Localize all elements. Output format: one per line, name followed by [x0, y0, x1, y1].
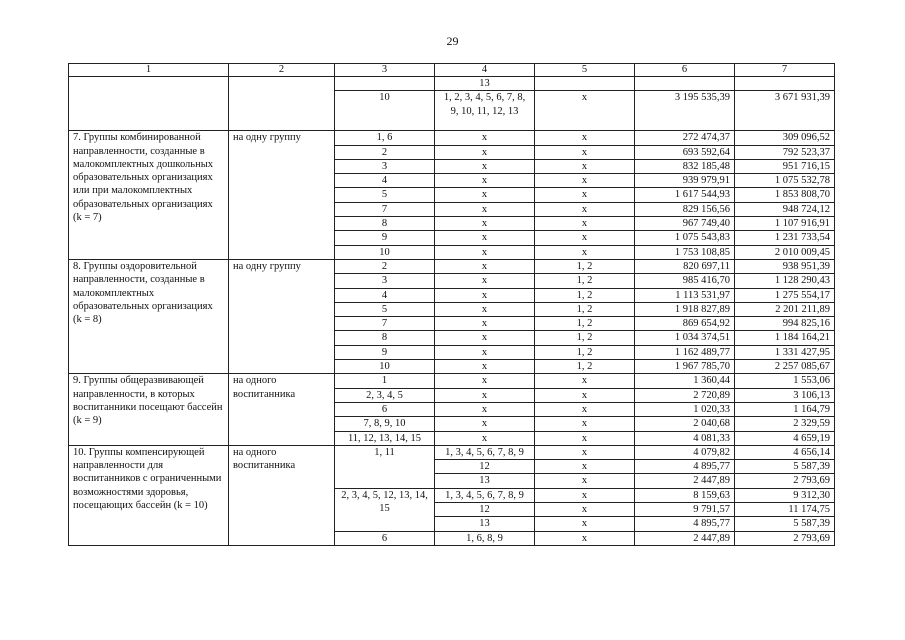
cell: x — [535, 517, 635, 531]
cell: 1, 2 — [535, 360, 635, 374]
cell: 2 329,59 — [735, 417, 835, 431]
cell: 832 185,48 — [635, 159, 735, 173]
cell: 11, 12, 13, 14, 15 — [335, 431, 435, 445]
cell: 5 587,39 — [735, 460, 835, 474]
tariff-table — [68, 63, 835, 546]
cell: x — [535, 231, 635, 245]
cell — [635, 77, 735, 91]
cell: x — [435, 188, 535, 202]
cell: 2, 3, 4, 5, 12, 13, 14, 15 — [335, 488, 435, 531]
cell: 2 257 085,67 — [735, 360, 835, 374]
cell: 951 716,15 — [735, 159, 835, 173]
cell: 792 523,37 — [735, 145, 835, 159]
cell: 2 447,89 — [635, 531, 735, 545]
cell: 1 107 916,91 — [735, 217, 835, 231]
cell: x — [435, 388, 535, 402]
group-name-cell: 10. Группы компенсирующей направленности для воспитанников с ограниченными возможностями здоровья, посещающих бассейн (k = 10) — [69, 445, 229, 545]
table-row — [69, 131, 835, 145]
cell: x — [435, 202, 535, 216]
cell: 8 — [335, 217, 435, 231]
cell: 1 331 427,95 — [735, 345, 835, 359]
cell: 2 040,68 — [635, 417, 735, 431]
cell — [735, 77, 835, 91]
cell: x — [435, 417, 535, 431]
cell: 9 — [335, 231, 435, 245]
cell: x — [435, 360, 535, 374]
cell: 10 — [335, 91, 435, 131]
cell: 1 231 733,54 — [735, 231, 835, 245]
cell: x — [435, 431, 535, 445]
cell: 1, 2 — [535, 331, 635, 345]
cell: 3 — [335, 274, 435, 288]
cell: 10 — [335, 360, 435, 374]
cell: x — [435, 402, 535, 416]
cell: 7 — [335, 202, 435, 216]
cell: 3 671 931,39 — [735, 91, 835, 131]
cell: x — [535, 431, 635, 445]
column-number: 3 — [335, 64, 435, 77]
cell: 9 791,57 — [635, 503, 735, 517]
cell: 1, 2, 3, 4, 5, 6, 7, 8, 9, 10, 11, 12, 13 — [435, 91, 535, 131]
cell: 8 159,63 — [635, 488, 735, 502]
cell: 5 — [335, 188, 435, 202]
group-name-cell: 9. Группы общеразвивающей направленности, в которых воспитанники посещают бассейн (k = 9) — [69, 374, 229, 445]
cell: 1 853 808,70 — [735, 188, 835, 202]
cell: 13 — [435, 77, 535, 91]
cell: x — [535, 188, 635, 202]
cell: 4 895,77 — [635, 517, 735, 531]
cell: 939 979,91 — [635, 174, 735, 188]
cell: 9 312,30 — [735, 488, 835, 502]
cell — [535, 77, 635, 91]
cell: 1 617 544,93 — [635, 188, 735, 202]
cell: 4 — [335, 174, 435, 188]
cell: 1 184 164,21 — [735, 331, 835, 345]
cell: x — [535, 488, 635, 502]
cell: x — [535, 159, 635, 173]
cell: x — [435, 159, 535, 173]
cell: 1, 3, 4, 5, 6, 7, 8, 9 — [435, 488, 535, 502]
cell: 1 075 543,83 — [635, 231, 735, 245]
cell: 1 967 785,70 — [635, 360, 735, 374]
cell: 2, 3, 4, 5 — [335, 388, 435, 402]
cell: 1 753 108,85 — [635, 245, 735, 259]
unit-cell — [229, 77, 335, 131]
group-name-cell: 7. Группы комбинированной направленности, созданные в малокомплектных дошкольных образовательных организациях или при малокомплектных образовательных организациях (k = 7) — [69, 131, 229, 260]
cell: 3 106,13 — [735, 388, 835, 402]
cell: 1, 6, 8, 9 — [435, 531, 535, 545]
cell: 1, 2 — [535, 345, 635, 359]
cell: 13 — [435, 517, 535, 531]
cell: 1 918 827,89 — [635, 302, 735, 316]
cell: 1, 2 — [535, 274, 635, 288]
cell: x — [535, 131, 635, 145]
page-number: 29 — [446, 34, 459, 48]
cell: 3 — [335, 159, 435, 173]
table-row — [69, 259, 835, 273]
cell: 938 951,39 — [735, 259, 835, 273]
cell: 12 — [435, 503, 535, 517]
cell: 309 096,52 — [735, 131, 835, 145]
cell: 2 793,69 — [735, 531, 835, 545]
cell: 1, 2 — [535, 288, 635, 302]
cell: 1 034 374,51 — [635, 331, 735, 345]
unit-cell: на одного воспитанника — [229, 374, 335, 445]
cell: 693 592,64 — [635, 145, 735, 159]
unit-cell: на одну группу — [229, 131, 335, 260]
cell: 1 360,44 — [635, 374, 735, 388]
cell: x — [535, 202, 635, 216]
cell: 1 113 531,97 — [635, 288, 735, 302]
cell: 1 162 489,77 — [635, 345, 735, 359]
cell: x — [435, 131, 535, 145]
column-number: 1 — [69, 64, 229, 77]
cell: 829 156,56 — [635, 202, 735, 216]
cell: 2 010 009,45 — [735, 245, 835, 259]
cell: 1 — [335, 374, 435, 388]
unit-cell: на одного воспитанника — [229, 445, 335, 545]
cell: 2 201 211,89 — [735, 302, 835, 316]
table-row — [69, 445, 835, 459]
cell: 1 128 290,43 — [735, 274, 835, 288]
cell: x — [435, 288, 535, 302]
table-row — [69, 374, 835, 388]
cell: 2 793,69 — [735, 474, 835, 488]
cell: 4 079,82 — [635, 445, 735, 459]
cell: x — [535, 145, 635, 159]
cell: 948 724,12 — [735, 202, 835, 216]
cell: 6 — [335, 402, 435, 416]
cell: 1, 6 — [335, 131, 435, 145]
cell: x — [435, 274, 535, 288]
cell: x — [435, 245, 535, 259]
cell: 11 174,75 — [735, 503, 835, 517]
cell: 985 416,70 — [635, 274, 735, 288]
cell: x — [435, 317, 535, 331]
cell: 2 — [335, 145, 435, 159]
column-number-row — [69, 64, 835, 77]
cell: 4 895,77 — [635, 460, 735, 474]
cell: 1 020,33 — [635, 402, 735, 416]
cell: x — [535, 531, 635, 545]
cell: 1 553,06 — [735, 374, 835, 388]
group-name-cell — [69, 77, 229, 131]
cell: 4 — [335, 288, 435, 302]
cell: x — [435, 302, 535, 316]
cell: 2 447,89 — [635, 474, 735, 488]
cell: 1 075 532,78 — [735, 174, 835, 188]
cell: x — [535, 91, 635, 131]
cell: 10 — [335, 245, 435, 259]
cell: x — [535, 374, 635, 388]
cell: 2 — [335, 259, 435, 273]
cell: 1, 11 — [335, 445, 435, 488]
column-number: 2 — [229, 64, 335, 77]
cell: 1 275 554,17 — [735, 288, 835, 302]
cell: x — [435, 231, 535, 245]
cell: x — [535, 245, 635, 259]
cell — [335, 77, 435, 91]
cell: 869 654,92 — [635, 317, 735, 331]
unit-cell: на одну группу — [229, 259, 335, 373]
cell: x — [535, 460, 635, 474]
cell: x — [435, 259, 535, 273]
cell: 1 164,79 — [735, 402, 835, 416]
cell: x — [435, 374, 535, 388]
column-number: 7 — [735, 64, 835, 77]
cell: 13 — [435, 474, 535, 488]
cell: 12 — [435, 460, 535, 474]
cell: 1, 2 — [535, 302, 635, 316]
cell: x — [435, 174, 535, 188]
cell: 820 697,11 — [635, 259, 735, 273]
cell: 967 749,40 — [635, 217, 735, 231]
cell: x — [435, 145, 535, 159]
cell: x — [535, 474, 635, 488]
cell: 4 081,33 — [635, 431, 735, 445]
cell: 994 825,16 — [735, 317, 835, 331]
cell: x — [435, 345, 535, 359]
cell: 5 — [335, 302, 435, 316]
cell: 6 — [335, 531, 435, 545]
column-number: 5 — [535, 64, 635, 77]
cell: x — [535, 174, 635, 188]
cell: 3 195 535,39 — [635, 91, 735, 131]
cell: 4 659,19 — [735, 431, 835, 445]
cell: x — [535, 217, 635, 231]
cell: x — [435, 217, 535, 231]
cell: x — [535, 388, 635, 402]
column-number: 6 — [635, 64, 735, 77]
cell: 4 656,14 — [735, 445, 835, 459]
table-row — [69, 77, 835, 91]
cell: 1, 3, 4, 5, 6, 7, 8, 9 — [435, 445, 535, 459]
cell: 2 720,89 — [635, 388, 735, 402]
cell: 9 — [335, 345, 435, 359]
cell: 5 587,39 — [735, 517, 835, 531]
cell: x — [535, 445, 635, 459]
cell: 272 474,37 — [635, 131, 735, 145]
group-name-cell: 8. Группы оздоровительной направленности, созданные в малокомплектных образовательных организациях (k = 8) — [69, 259, 229, 373]
cell: x — [535, 402, 635, 416]
cell: 1, 2 — [535, 259, 635, 273]
cell: x — [535, 417, 635, 431]
cell: 7 — [335, 317, 435, 331]
column-number: 4 — [435, 64, 535, 77]
cell: 8 — [335, 331, 435, 345]
cell: 7, 8, 9, 10 — [335, 417, 435, 431]
cell: x — [535, 503, 635, 517]
cell: 1, 2 — [535, 317, 635, 331]
cell: x — [435, 331, 535, 345]
